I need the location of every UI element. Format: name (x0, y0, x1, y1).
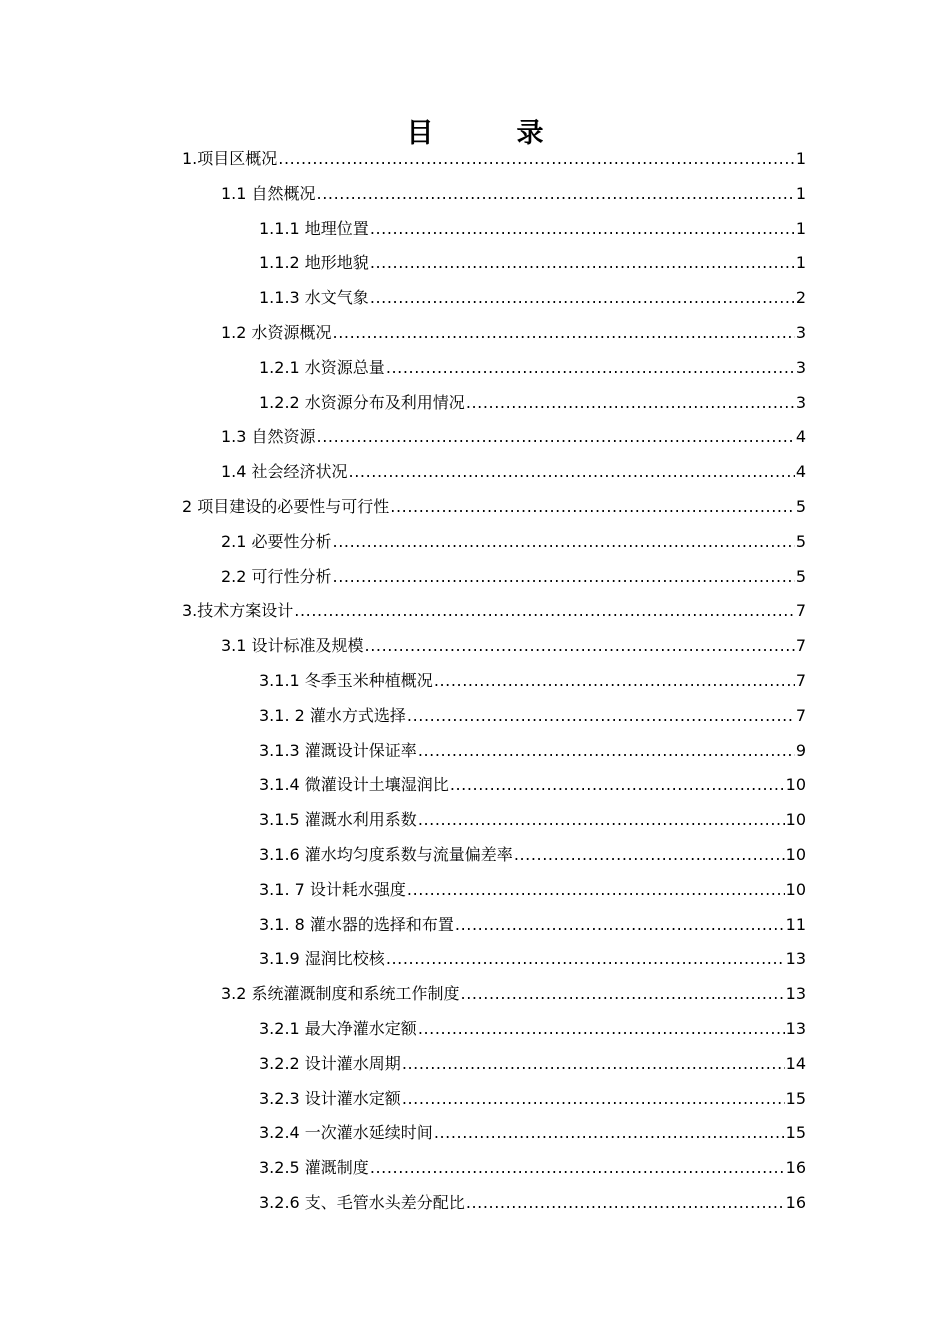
toc-entry-page-number: 10 (785, 879, 806, 899)
toc-entry-label: 1.2 水资源概况 (221, 322, 332, 342)
dot-leader (333, 316, 795, 351)
dot-leader (434, 664, 795, 699)
toc-entry[interactable] (0, 490, 806, 525)
toc-entry-label: 3.2 系统灌溉制度和系统工作制度 (221, 984, 460, 1004)
toc-entry-page-number: 7 (795, 670, 806, 690)
toc-entry-label: 3.2.6 支、毛管水头差分配比 (259, 1192, 465, 1212)
dot-leader (514, 838, 785, 873)
toc-entry[interactable] (0, 525, 806, 560)
toc-entry-label: 3.技术方案设计 (182, 601, 294, 621)
dot-leader (370, 1151, 785, 1186)
dot-leader (386, 942, 785, 977)
toc-entry-page-number: 14 (785, 1053, 806, 1073)
table-of-contents (0, 142, 950, 1221)
toc-entry[interactable] (0, 734, 806, 769)
toc-entry-page-number: 2 (795, 288, 806, 308)
toc-entry[interactable] (0, 455, 806, 490)
toc-entry-label: 3.2.4 一次灌水延续时间 (259, 1123, 433, 1143)
toc-entry-label: 3.1. 8 灌水器的选择和布置 (259, 914, 454, 934)
toc-entry-label: 3.1.6 灌水均匀度系数与流量偏差率 (259, 844, 513, 864)
toc-entry-page-number: 13 (785, 984, 806, 1004)
toc-entry[interactable] (0, 664, 806, 699)
toc-entry-page-number: 1 (795, 149, 806, 168)
dot-leader (294, 594, 795, 629)
dot-leader (317, 420, 795, 455)
toc-entry-label: 3.2.5 灌溉制度 (259, 1158, 369, 1178)
toc-entry[interactable] (0, 1012, 806, 1047)
toc-entry[interactable] (0, 386, 806, 421)
dot-leader (434, 1116, 785, 1151)
dot-leader (407, 873, 785, 908)
toc-entry-label: 3.2.2 设计灌水周期 (259, 1053, 401, 1073)
dot-leader (365, 629, 795, 664)
toc-entry-page-number: 10 (785, 775, 806, 795)
dot-leader (402, 1047, 785, 1082)
dot-leader (461, 977, 785, 1012)
toc-entry-label: 1.2.2 水资源分布及利用情况 (259, 392, 465, 412)
dot-leader (418, 803, 785, 838)
toc-entry[interactable] (0, 1186, 806, 1221)
toc-entry-label: 1.2.1 水资源总量 (259, 357, 385, 377)
toc-entry[interactable] (0, 594, 806, 629)
toc-entry-page-number: 7 (795, 636, 806, 656)
toc-entry-page-number: 7 (795, 705, 806, 725)
toc-entry[interactable] (0, 560, 806, 595)
toc-entry-page-number: 5 (795, 566, 806, 586)
toc-entry-page-number: 1 (795, 183, 806, 203)
toc-entry[interactable] (0, 212, 806, 247)
toc-entry[interactable] (0, 1047, 806, 1082)
toc-entry-page-number: 7 (795, 601, 806, 621)
toc-entry[interactable] (0, 316, 806, 351)
toc-entry-page-number: 10 (785, 810, 806, 830)
toc-entry-page-number: 9 (795, 740, 806, 760)
dot-leader (386, 351, 795, 386)
toc-entry[interactable] (0, 177, 806, 212)
toc-entry[interactable] (0, 699, 806, 734)
toc-entry-page-number: 3 (795, 392, 806, 412)
toc-entry[interactable] (0, 142, 806, 177)
toc-entry-label: 1.1 自然概况 (221, 183, 316, 203)
toc-entry-label: 3.2.1 最大净灌水定额 (259, 1018, 417, 1038)
toc-entry-page-number: 3 (795, 322, 806, 342)
toc-entry[interactable] (0, 1082, 806, 1117)
dot-leader (333, 525, 795, 560)
toc-entry[interactable] (0, 768, 806, 803)
toc-entry-page-number: 1 (795, 218, 806, 238)
toc-entry-page-number: 16 (785, 1158, 806, 1178)
dot-leader (407, 699, 795, 734)
toc-entry[interactable] (0, 873, 806, 908)
toc-entry[interactable] (0, 1151, 806, 1186)
toc-entry[interactable] (0, 281, 806, 316)
toc-entry-page-number: 15 (785, 1088, 806, 1108)
toc-entry-page-number: 11 (785, 914, 806, 934)
toc-title: 目 录 (406, 118, 572, 149)
toc-entry[interactable] (0, 420, 806, 455)
dot-leader (370, 246, 795, 281)
toc-entry[interactable] (0, 838, 806, 873)
toc-entry-label: 1.1.2 地形地貌 (259, 253, 369, 273)
toc-entry-page-number: 16 (785, 1192, 806, 1212)
dot-leader (466, 386, 795, 421)
toc-entry[interactable] (0, 977, 806, 1012)
toc-entry-page-number: 4 (795, 462, 806, 482)
dot-leader (450, 768, 785, 803)
toc-entry[interactable] (0, 908, 806, 943)
toc-entry-page-number: 4 (795, 427, 806, 447)
toc-entry-label: 1.1.3 水文气象 (259, 288, 369, 308)
dot-leader (370, 281, 795, 316)
dot-leader (418, 1012, 785, 1047)
dot-leader (317, 177, 795, 212)
toc-entry-label: 2.2 可行性分析 (221, 566, 332, 586)
toc-entry[interactable] (0, 803, 806, 838)
dot-leader (333, 560, 795, 595)
toc-entry-label: 1.项目区概况 (182, 149, 278, 168)
toc-entry-label: 3.1.4 微灌设计土壤湿润比 (259, 775, 449, 795)
toc-entry-label: 3.1.3 灌溉设计保证率 (259, 740, 417, 760)
toc-entry-label: 3.1.1 冬季玉米种植概况 (259, 670, 433, 690)
toc-entry[interactable] (0, 1116, 806, 1151)
dot-leader (278, 142, 795, 177)
toc-entry-label: 2.1 必要性分析 (221, 531, 332, 551)
toc-entry-label: 3.1.5 灌溉水利用系数 (259, 810, 417, 830)
toc-entry-page-number: 3 (795, 357, 806, 377)
toc-entry-page-number: 5 (795, 531, 806, 551)
toc-entry-label: 3.2.3 设计灌水定额 (259, 1088, 401, 1108)
toc-entry[interactable] (0, 351, 806, 386)
toc-entry-label: 3.1. 2 灌水方式选择 (259, 705, 406, 725)
toc-entry-page-number: 15 (785, 1123, 806, 1143)
toc-entry-label: 3.1 设计标准及规模 (221, 636, 364, 656)
toc-entry-label: 1.1.1 地理位置 (259, 218, 369, 238)
toc-entry-label: 3.1.9 湿润比校核 (259, 949, 385, 969)
toc-entry-page-number: 13 (785, 1018, 806, 1038)
dot-leader (349, 455, 795, 490)
dot-leader (390, 490, 795, 525)
dot-leader (466, 1186, 785, 1221)
toc-entry-page-number: 13 (785, 949, 806, 969)
toc-entry-label: 2 项目建设的必要性与可行性 (182, 496, 390, 516)
toc-entry-page-number: 10 (785, 844, 806, 864)
toc-entry[interactable] (0, 629, 806, 664)
dot-leader (418, 734, 795, 769)
dot-leader (370, 212, 795, 247)
toc-entry-label: 3.1. 7 设计耗水强度 (259, 879, 406, 899)
dot-leader (402, 1082, 785, 1117)
toc-entry-label: 1.3 自然资源 (221, 427, 316, 447)
toc-entry-page-number: 1 (795, 253, 806, 273)
toc-entry[interactable] (0, 246, 806, 281)
toc-entry-label: 1.4 社会经济状况 (221, 462, 348, 482)
toc-entry[interactable] (0, 942, 806, 977)
toc-entry-page-number: 5 (795, 496, 806, 516)
dot-leader (455, 908, 785, 943)
